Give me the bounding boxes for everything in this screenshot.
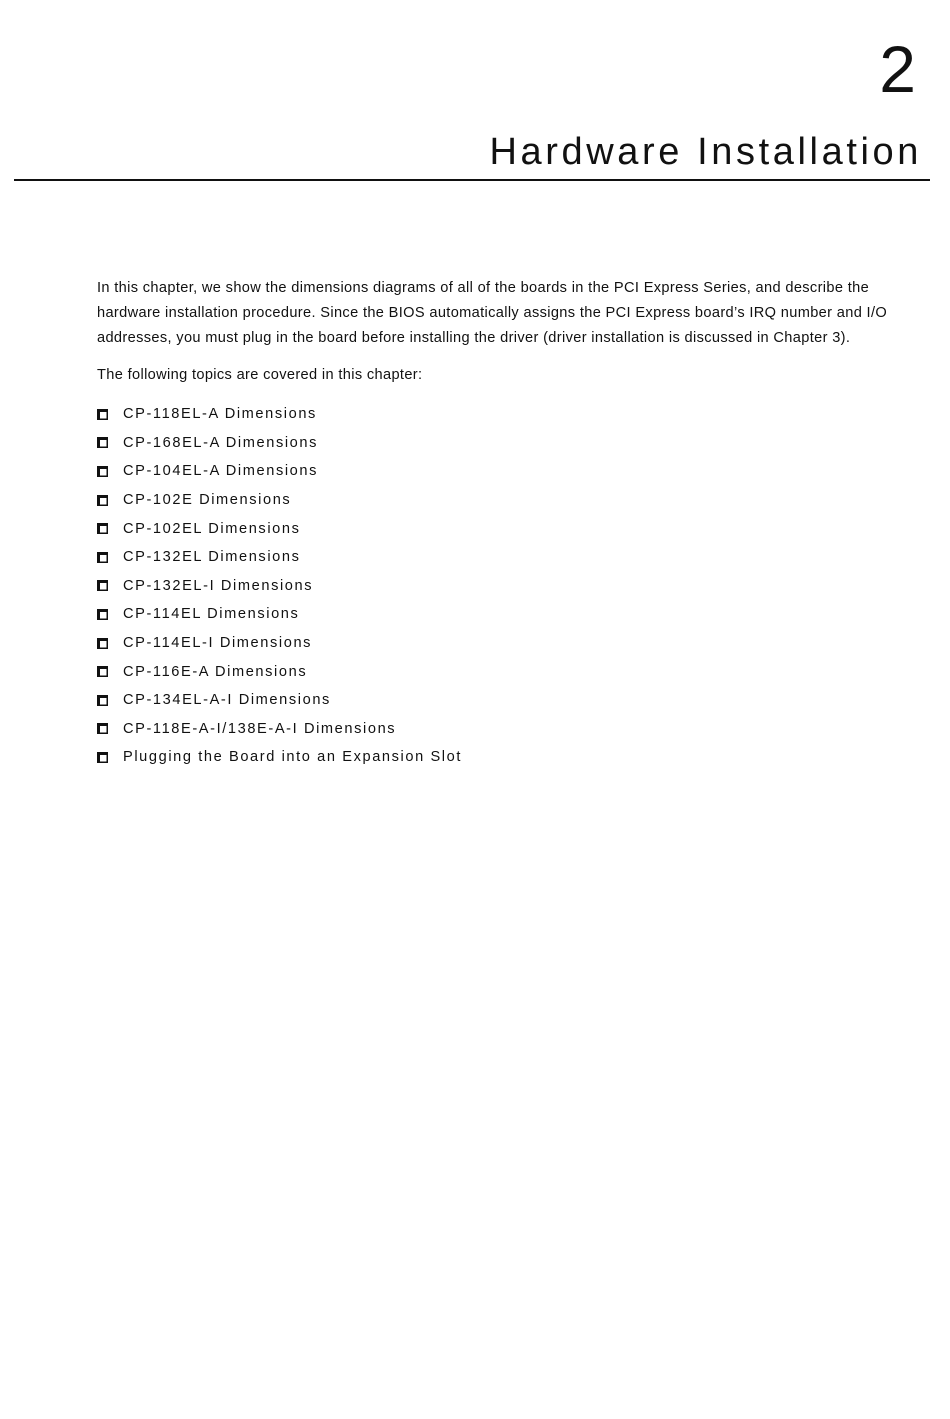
topic-label: CP-114EL-I Dimensions (123, 635, 313, 652)
topic-label: CP-102EL Dimensions (123, 520, 301, 537)
square-bullet-icon (97, 752, 108, 763)
topic-label: CP-114EL Dimensions (123, 606, 300, 623)
intro-paragraph: In this chapter, we show the dimensions diagrams of all of the boards in the PCI Express Series, and describe the hardware installation procedure. Since the BIOS automatically assigns the PCI Express board’s IRQ number and I/O addresses, you must plug in the board before installing the driver (driver installation is discussed in Chapter 3). (97, 280, 888, 346)
topic-label: CP-132EL-I Dimensions (123, 577, 314, 594)
topic-item (97, 743, 929, 772)
topic-item (97, 629, 929, 658)
chapter-content (97, 276, 929, 772)
square-bullet-icon (97, 695, 108, 706)
topic-label: CP-118EL-A Dimensions (123, 406, 317, 423)
topic-label: Plugging the Board into an Expansion Slot (123, 749, 463, 766)
square-bullet-icon (97, 723, 108, 734)
square-bullet-icon (97, 552, 108, 563)
topic-list (97, 400, 929, 772)
topic-label: CP-104EL-A Dimensions (123, 463, 319, 480)
square-bullet-icon (97, 466, 108, 477)
topic-label: CP-118E-A-I/138E-A-I Dimensions (123, 720, 397, 737)
square-bullet-icon (97, 523, 108, 534)
topic-item (97, 514, 929, 543)
topic-label: CP-116E-A Dimensions (123, 663, 308, 680)
topic-label: CP-168EL-A Dimensions (123, 434, 319, 451)
topic-item (97, 600, 929, 629)
topic-item (97, 572, 929, 601)
topic-item (97, 457, 929, 486)
topic-item (97, 486, 929, 515)
chapter-number: 2 (879, 32, 916, 106)
square-bullet-icon (97, 495, 108, 506)
square-bullet-icon (97, 609, 108, 620)
topic-label: CP-134EL-A-I Dimensions (123, 692, 331, 709)
topic-item (97, 400, 929, 429)
square-bullet-icon (97, 409, 108, 420)
title-divider (14, 179, 930, 181)
topic-item (97, 715, 929, 744)
square-bullet-icon (97, 638, 108, 649)
topics-lead-text: The following topics are covered in this chapter: (97, 367, 423, 383)
topic-label: CP-102E Dimensions (123, 492, 292, 509)
topic-label: CP-132EL Dimensions (123, 549, 301, 566)
topic-item (97, 543, 929, 572)
square-bullet-icon (97, 580, 108, 591)
square-bullet-icon (97, 666, 108, 677)
topic-item (97, 429, 929, 458)
topic-item (97, 657, 929, 686)
chapter-title: Hardware Installation (489, 131, 922, 173)
topic-item (97, 686, 929, 715)
square-bullet-icon (97, 437, 108, 448)
